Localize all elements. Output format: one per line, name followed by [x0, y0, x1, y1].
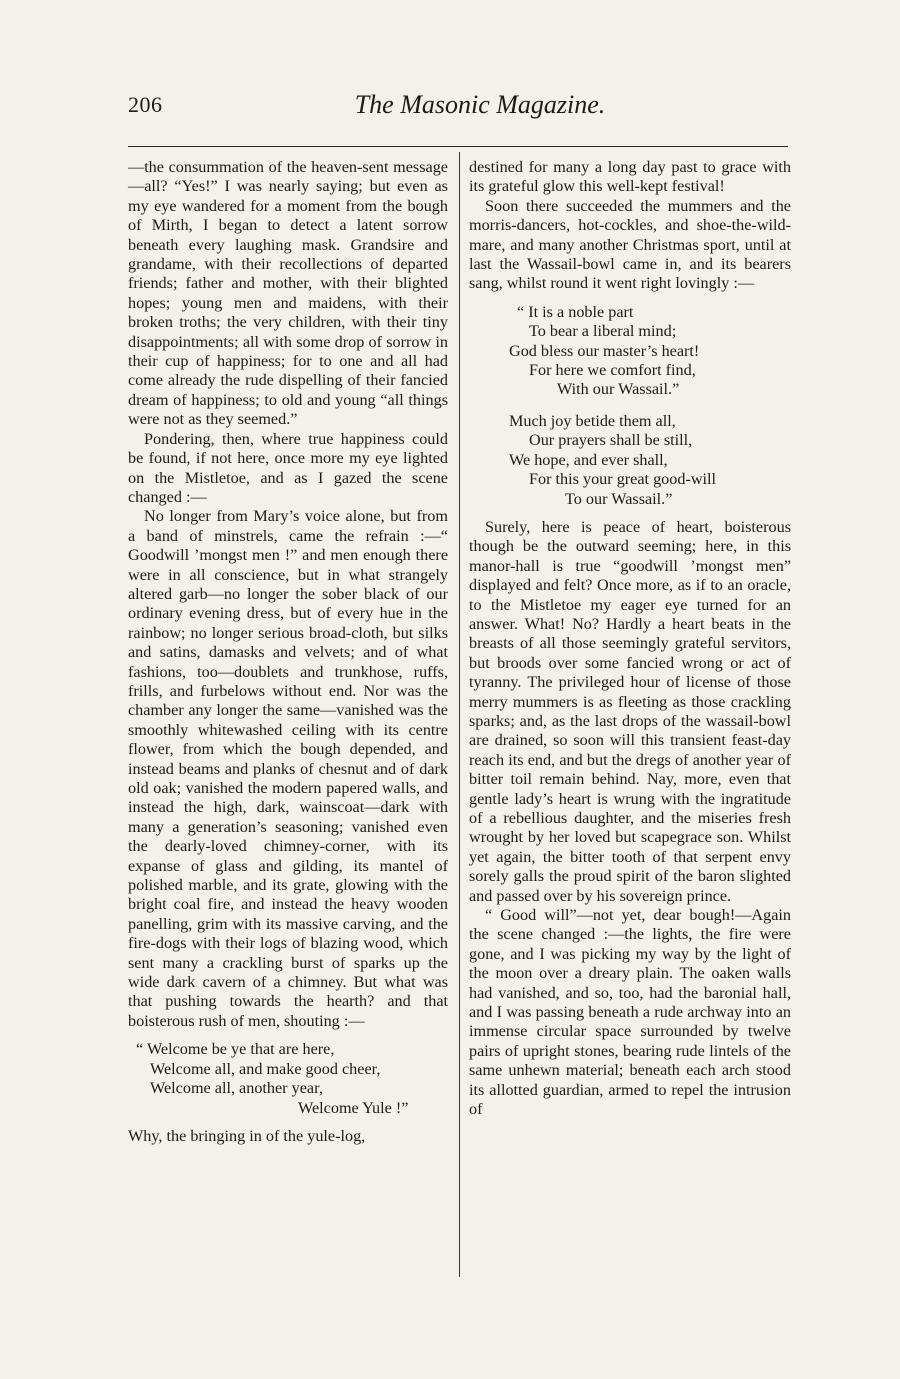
stanza-gap — [469, 400, 791, 412]
paragraph: Surely, here is peace of heart, boisterous though be the outward seeming; here, in this manor-hall is true “goodwill ’mongst men” displayed and felt? Once more, as if to an oracle, to the Mistletoe my eager eye turned for an answer. What! No? Hardly a heart beats in the breasts of all those seemingly grateful servitors, but broods over some fancied wrong or act of tyranny. The privileged hour of license of those merry mummers is as fleeting as those crackling sparks; and, as the last drops of the wassail-bowl are drained, so soon will this transient feast-day reach its end, and but the dregs of another year of bitter toil remain behind. Nay, more, even that gentle lady’s heart is wrung with the ingratitude of a rebellious daughter, and the miseries fresh wrought by her loved but scapegrace son. Whilst yet again, the bitter tooth of that serpent envy sorely galls the proud spirit of the baron slighted and passed over by his sovereign prince. — [469, 517, 791, 905]
poem-line: For here we comfort find, — [529, 361, 696, 380]
page-title: The Masonic Magazine. — [354, 90, 606, 119]
yule-poem — [128, 1040, 448, 1118]
left-column — [128, 158, 448, 1146]
header-rule — [128, 146, 788, 147]
poem-line: God bless our master’s heart! — [509, 341, 700, 360]
poem-line: With our Wassail.” — [557, 380, 680, 399]
poem-line: “ Welcome be ye that are here, — [136, 1040, 335, 1059]
column-divider — [459, 152, 460, 1277]
poem-line: Welcome all, another year, — [150, 1079, 323, 1098]
right-column — [469, 158, 791, 1120]
poem-line: Much joy betide them all, — [509, 411, 676, 430]
wassail-poem-stanza-1 — [469, 303, 791, 509]
poem-line: Welcome Yule !” — [298, 1098, 409, 1117]
poem-line: Our prayers shall be still, — [529, 431, 693, 450]
paragraph: Why, the bringing in of the yule-log, — [128, 1126, 366, 1145]
paragraph: destined for many a long day past to grace with its grateful glow this well-kept festival! — [469, 158, 791, 196]
paragraph: —the consummation of the heaven-sent message—all? “Yes!” I was nearly saying; but even as my eye wandered for a moment from the bough of Mirth, I began to detect a latent sorrow beneath every laughing mask. Grandsire and grandame, with their recollections of departed friends; father and mother, with their blighted hopes; young men and maidens, with their broken troths; the very children, with their tiny disappointments; all with some drop of sorrow in their cup of happiness; for to one and all had come already the rude dispelling of their fancied dream of happiness; to old and young “all things were not as they seemed.” — [128, 158, 448, 429]
poem-line: To bear a liberal mind; — [529, 322, 677, 341]
paragraph: No longer from Mary’s voice alone, but from a band of minstrels, came the refrain :—“ Goodwill ’mongst men !” and men enough there were in all conscience, but in what strangely altered garb—no longer the sober black of our ordinary evening dress, but of every hue in the rainbow; no longer serious broad-cloth, but silks and satins, damasks and velvets; and of what fashions, too—doublets and trunkhose, ruffs, frills, and furbelows without end. Nor was the chamber any longer the same—vanished was the smoothly whitewashed ceiling with its centre flower, from which the bough depended, and instead beams and planks of chesnut and of dark old oak; vanished the modern papered walls, and instead the high, dark, wainscoat—dark with many a generation’s seasoning; vanished even the dearly-loved chimney-corner, with its expanse of glass and gilding, its mantel of polished marble, and its grate, glowing with the bright coal fire, and instead the heavy wooden panelling, grim with its massive carving, and the fire-dogs with their logs of blazing wood, which sent many a crackling burst of sparks up the wide dark cavern of a chimney. But what was that pushing towards the hearth? and that boisterous rush of men, shouting :— — [128, 507, 448, 1030]
poem-line: For this your great good-will — [529, 470, 717, 489]
poem-line: Welcome all, and make good cheer, — [150, 1059, 381, 1078]
poem-line: We hope, and ever shall, — [509, 450, 668, 469]
paragraph: “ Good will”—not yet, dear bough!—Again the scene changed :—the lights, the fire were gone, and I was picking my way by the light of the moon over a dreary plain. The oaken walls had vanished, and so, too, had the baronial hall, and I was passing beneath a rude archway into an immense circular space surrounded by twelve pairs of upright stones, bearing rude lintels of the same unhewn material; beneath each arch stood its allotted guardian, armed to repel the intrusion of — [469, 906, 791, 1119]
poem-line: “ It is a noble part — [517, 302, 634, 321]
page-number: 206 — [128, 92, 163, 117]
paragraph: Pondering, then, where true happiness could be found, if not here, once more my eye lighted on the Mistletoe, and as I gazed the scene changed :— — [128, 429, 448, 506]
paragraph: Soon there succeeded the mummers and the morris-dancers, hot-cockles, and shoe-the-wild-mare, and many another Christmas sport, until at last the Wassail-bowl came in, and its bearers sang, whilst round it went right lovingly :— — [469, 196, 791, 293]
poem-line: To our Wassail.” — [565, 489, 673, 508]
